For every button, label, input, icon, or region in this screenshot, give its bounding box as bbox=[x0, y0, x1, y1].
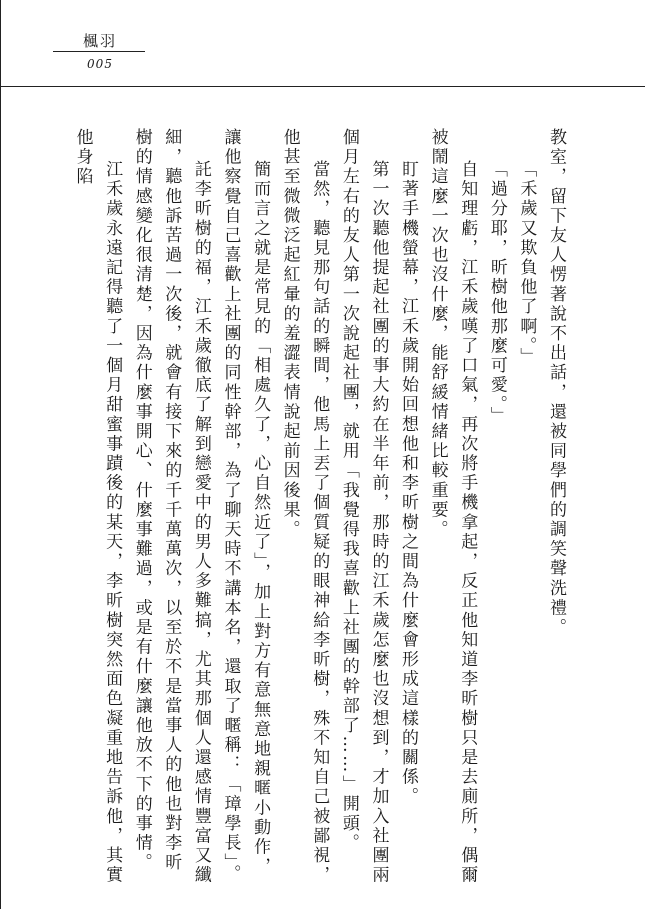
page-left-edge bbox=[0, 0, 1, 909]
page-header bbox=[0, 0, 645, 90]
paragraph: 當然，聽見那句話的瞬間，他馬上丟了個質疑的眼神給李昕樹，殊不知自己被鄙視，他甚至微微泛起紅暈的羞澀表情說起前因後果。 bbox=[279, 128, 330, 886]
paragraph: 自知理虧，江禾歲嘆了口氣，再次將手機拿起，反正他知道李昕樹只是去廁所，偶爾被鬧這麼一次也沒什麼，能舒緩情緒比較重要。 bbox=[427, 128, 478, 886]
dialogue-line: 「禾歲又欺負他了啊。」 bbox=[516, 160, 537, 368]
paragraph: 第一次聽他提起社團的事大約在半年前，那時的江禾歲怎麼也沒想到，才加入社團兩個月左右的友人第一次說起社團，就用「我覺得我喜歡上社團的幹部了……」開頭。 bbox=[338, 128, 389, 886]
paragraph: 盯著手機螢幕，江禾歲開始回想他和李昕樹之間為什麼會形成這樣的關係。 bbox=[398, 160, 419, 808]
header-rule bbox=[0, 86, 645, 87]
body-text-vertical bbox=[70, 128, 570, 888]
header-underline bbox=[53, 51, 145, 52]
paragraph: 教室，留下友人愣著說不出話，還被同學們的調笑聲洗禮。 bbox=[546, 128, 566, 638]
header-title: 楓羽 bbox=[82, 32, 117, 50]
page-number: 005 bbox=[87, 57, 113, 71]
paragraph: 江禾歲永遠記得聽了一個月甜蜜事蹟後的某天，李昕樹突然面色凝重地告訴他，其實他身陷 bbox=[72, 128, 123, 886]
paragraph: 簡而言之就是常見的「相處久了，心自然近了」，加上對方有意無意地親暱小動作，讓他察覺自己喜歡上社團的同性幹部，為了聊天時不講本名，還取了暱稱：「璋學長」。 bbox=[220, 128, 271, 884]
paragraph: 託李昕樹的福，江禾歲徹底了解到戀愛中的男人多難搞，尤其那個人還感情豐富又纖細，聽他訴苦過一次後，就會有接下來的千千萬萬次，以至於不是當事人的他也對李昕樹的情感變化很清楚，因為什麼事開心、什麼事難過，或是有什麼讓他放不下的事情。 bbox=[131, 128, 211, 886]
dialogue-line: 「過分耶，昕樹他那麼可愛。」 bbox=[486, 160, 507, 427]
